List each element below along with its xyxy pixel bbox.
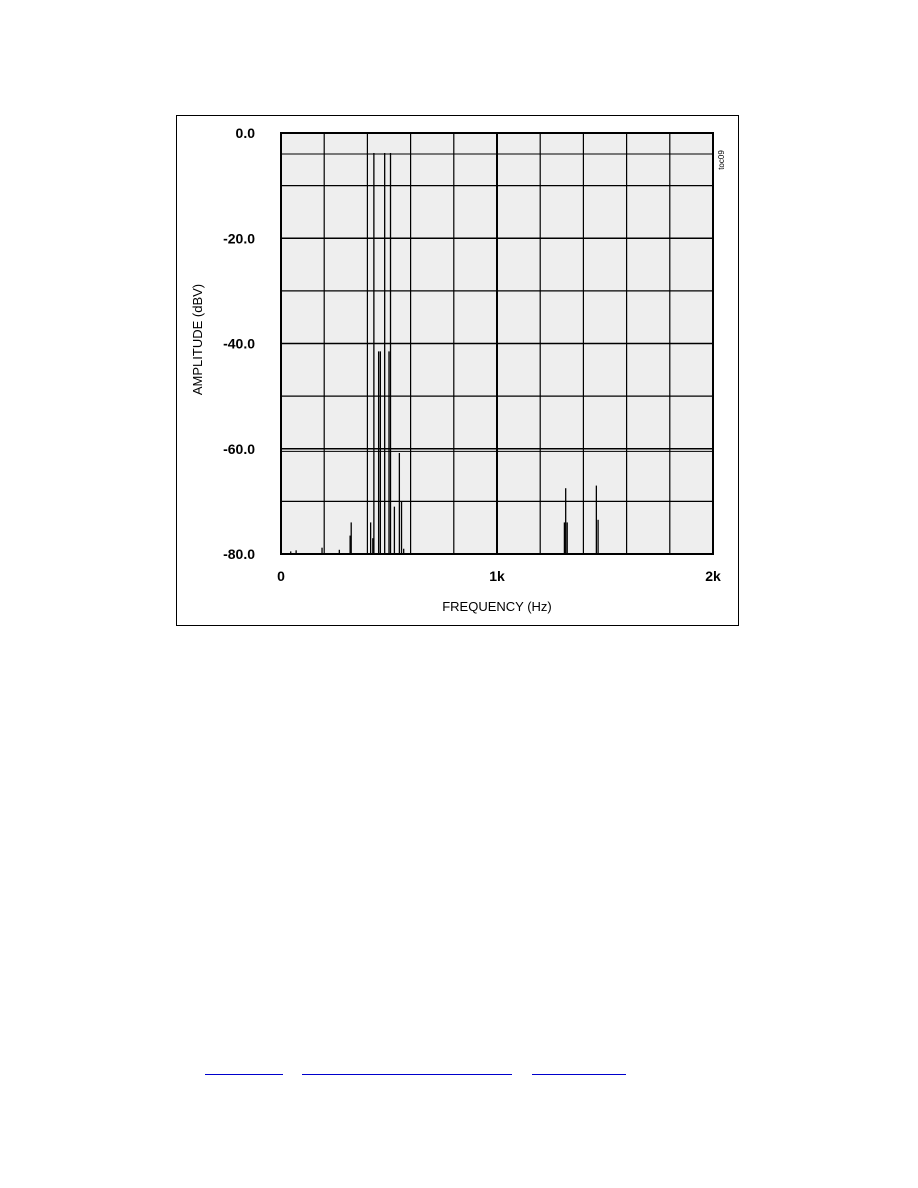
y-tick-label: -20.0 [223, 230, 255, 247]
y-tick-label: -80.0 [223, 546, 255, 562]
footer-link-2[interactable] [302, 1060, 512, 1075]
x-tick-label: 2k [705, 568, 721, 584]
y-tick-label: -60.0 [223, 440, 255, 457]
y-tick-labels [223, 125, 255, 562]
footer-link-3[interactable] [532, 1060, 626, 1075]
x-tick-labels [277, 568, 721, 584]
y-axis-label: AMPLITUDE (dBV) [190, 283, 205, 396]
x-tick-label: 1k [489, 568, 505, 584]
spectrum-chart [177, 116, 738, 625]
figure-id: toc09 [717, 150, 726, 170]
y-tick-label: 0.0 [235, 125, 255, 141]
x-tick-label: 0 [277, 568, 285, 584]
grid [281, 133, 713, 554]
y-tick-label: -40.0 [223, 335, 255, 352]
footer-link-1[interactable] [205, 1060, 283, 1075]
x-axis-label: FREQUENCY (Hz) [442, 599, 552, 614]
figure-frame [176, 115, 739, 626]
